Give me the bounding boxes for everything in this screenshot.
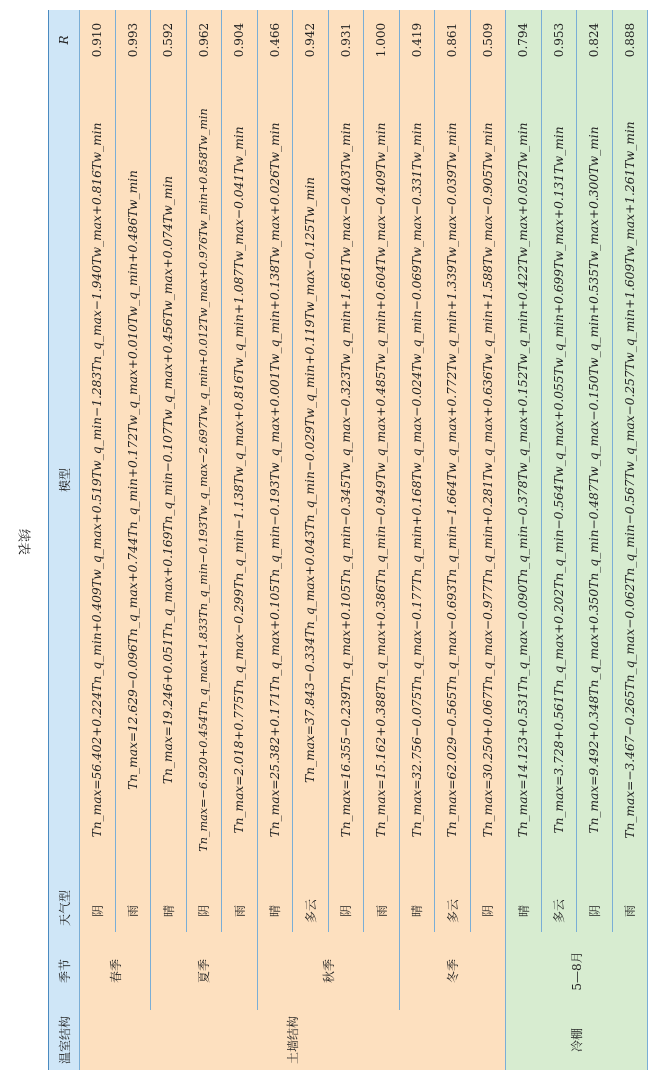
model-formula: Tn_max=3.728+0.561Tn_q_max+0.202Tn_q_min−0.564Tw_q_max+0.055Tw_q_min+0.699Tw_max+0.131Tw_min [541, 70, 577, 890]
header-season: 季节 [49, 932, 80, 1010]
table-row [115, 10, 151, 1070]
header-model: 模型 [49, 70, 80, 890]
weather-cell: 雨 [115, 890, 151, 932]
r-value: 0.861 [435, 10, 471, 70]
table-row [222, 10, 258, 1070]
r-value: 0.962 [186, 10, 222, 70]
season-autumn: 秋季 [257, 932, 399, 1010]
weather-cell: 阴 [328, 890, 364, 932]
structure-cold-shed: 冷棚 [506, 1010, 648, 1070]
model-formula: Tn_max=56.402+0.224Tn_q_min+0.409Tw_q_max+0.519Tw_q_min−1.283Tn_q_max−1.940Tw_max+0.816Tw_min [80, 70, 116, 890]
table-row [577, 10, 613, 1070]
table-row [186, 10, 222, 1070]
r-value: 0.509 [470, 10, 506, 70]
weather-cell: 阴 [577, 890, 613, 932]
weather-cell: 阴 [186, 890, 222, 932]
model-formula: Tn_max=15.162+0.388Tn_q_max+0.386Tn_q_min−0.949Tw_q_max+0.485Tw_q_min+0.604Tw_max−0.409Tw_min [364, 70, 400, 890]
r-value: 0.904 [222, 10, 258, 70]
model-formula: Tn_max=25.382+0.171Tn_q_max+0.105Tn_q_min−0.193Tw_q_max+0.001Tw_q_min+0.138Tw_max+0.026Tw_min [257, 70, 293, 890]
model-formula: Tn_max=−6.920+0.454Tn_q_max+1.833Tn_q_min−0.193Tw_q_max−2.697Tw_q_min+0.012Tw_max+0.976Tw_min+0.858Tw_min [186, 70, 222, 890]
r-value: 0.794 [506, 10, 542, 70]
r-value: 0.466 [257, 10, 293, 70]
weather-cell: 雨 [364, 890, 400, 932]
season-summer: 夏季 [151, 932, 258, 1010]
r-value: 0.419 [399, 10, 435, 70]
table-row [328, 10, 364, 1070]
table-row [257, 10, 293, 1070]
table-row [506, 10, 542, 1070]
weather-cell: 多云 [541, 890, 577, 932]
model-formula: Tn_max=14.123+0.531Tn_q_max−0.090Tn_q_min−0.378Tw_q_max+0.152Tw_q_min+0.422Tw_max+0.052Tw_min [506, 70, 542, 890]
r-value: 0.953 [541, 10, 577, 70]
table-row [470, 10, 506, 1070]
weather-cell: 晴 [151, 890, 187, 932]
model-formula: Tn_max=2.018+0.775Tn_q_max−0.299Tn_q_min−1.138Tw_q_max+0.816Tw_q_min+1.087Tw_max−0.041Tw_min [222, 70, 258, 890]
model-formula: Tn_max=16.355−0.239Tn_q_max+0.105Tn_q_min−0.345Tw_q_max−0.323Tw_q_min+1.661Tw_max−0.403Tw_min [328, 70, 364, 890]
model-formula: Tn_max=19.246+0.051Tn_q_max+0.169Tn_q_min−0.107Tw_q_max+0.456Tw_max+0.074Tw_min [151, 70, 187, 890]
header-r: R [49, 10, 80, 70]
table-row [399, 10, 435, 1070]
r-value: 0.888 [612, 10, 648, 70]
r-value: 0.942 [293, 10, 329, 70]
table-row [435, 10, 471, 1070]
header-row [49, 10, 80, 1070]
regression-table [48, 10, 648, 1070]
weather-cell: 多云 [435, 890, 471, 932]
table-row [364, 10, 400, 1070]
table-row [151, 10, 187, 1070]
weather-cell: 雨 [222, 890, 258, 932]
table-row [541, 10, 577, 1070]
weather-cell: 晴 [506, 890, 542, 932]
weather-cell: 晴 [399, 890, 435, 932]
rotated-table-container [48, 10, 648, 1070]
model-formula: Tn_max=30.250+0.067Tn_q_max−0.977Tn_q_min+0.281Tw_q_max+0.636Tw_q_min+1.588Tw_max−0.905Tw_min [470, 70, 506, 890]
model-formula: Tn_max=9.492+0.348Tn_q_max+0.350Tn_q_min−0.487Tw_q_max−0.150Tw_q_min+0.535Tw_max+0.300Tw_min [577, 70, 613, 890]
model-formula: Tn_max=32.756−0.075Tn_q_max−0.177Tn_q_min+0.168Tw_q_max−0.024Tw_q_min−0.069Tw_max−0.331Tw_min [399, 70, 435, 890]
weather-cell: 阴 [470, 890, 506, 932]
table-row [612, 10, 648, 1070]
weather-cell: 雨 [612, 890, 648, 932]
header-weather: 天气型 [49, 890, 80, 932]
table-caption: 续表 [15, 528, 31, 556]
season-spring: 春季 [80, 932, 151, 1010]
table-row [80, 10, 116, 1070]
r-value: 1.000 [364, 10, 400, 70]
weather-cell: 晴 [257, 890, 293, 932]
structure-soil-wall: 土墙结构 [80, 1010, 506, 1070]
weather-cell: 阴 [80, 890, 116, 932]
model-formula: Tn_max=12.629−0.096Tn_q_max+0.744Tn_q_min+0.172Tw_q_max+0.010Tw_q_min+0.486Tw_min [115, 70, 151, 890]
weather-cell: 多云 [293, 890, 329, 932]
header-structure: 温室结构 [49, 1010, 80, 1070]
r-value: 0.931 [328, 10, 364, 70]
table-row [293, 10, 329, 1070]
r-value: 0.824 [577, 10, 613, 70]
model-formula: Tn_max=−3.467−0.265Tn_q_max−0.062Tn_q_min−0.567Tw_q_max−0.257Tw_q_min+1.609Tw_max+1.261Tw_min [612, 70, 648, 890]
r-value: 0.910 [80, 10, 116, 70]
model-formula: Tn_max=37.843−0.334Tn_q_max+0.043Tn_q_min−0.029Tw_q_min+0.119Tw_max−0.125Tw_min [293, 70, 329, 890]
r-value: 0.993 [115, 10, 151, 70]
model-formula: Tn_max=62.029−0.565Tn_q_max−0.693Tn_q_min−1.664Tw_q_max+0.772Tw_q_min+1.339Tw_max−0.039Tw_min [435, 70, 471, 890]
r-value: 0.592 [151, 10, 187, 70]
season-may-aug: 5—8月 [506, 932, 648, 1010]
season-winter: 冬季 [399, 932, 506, 1010]
